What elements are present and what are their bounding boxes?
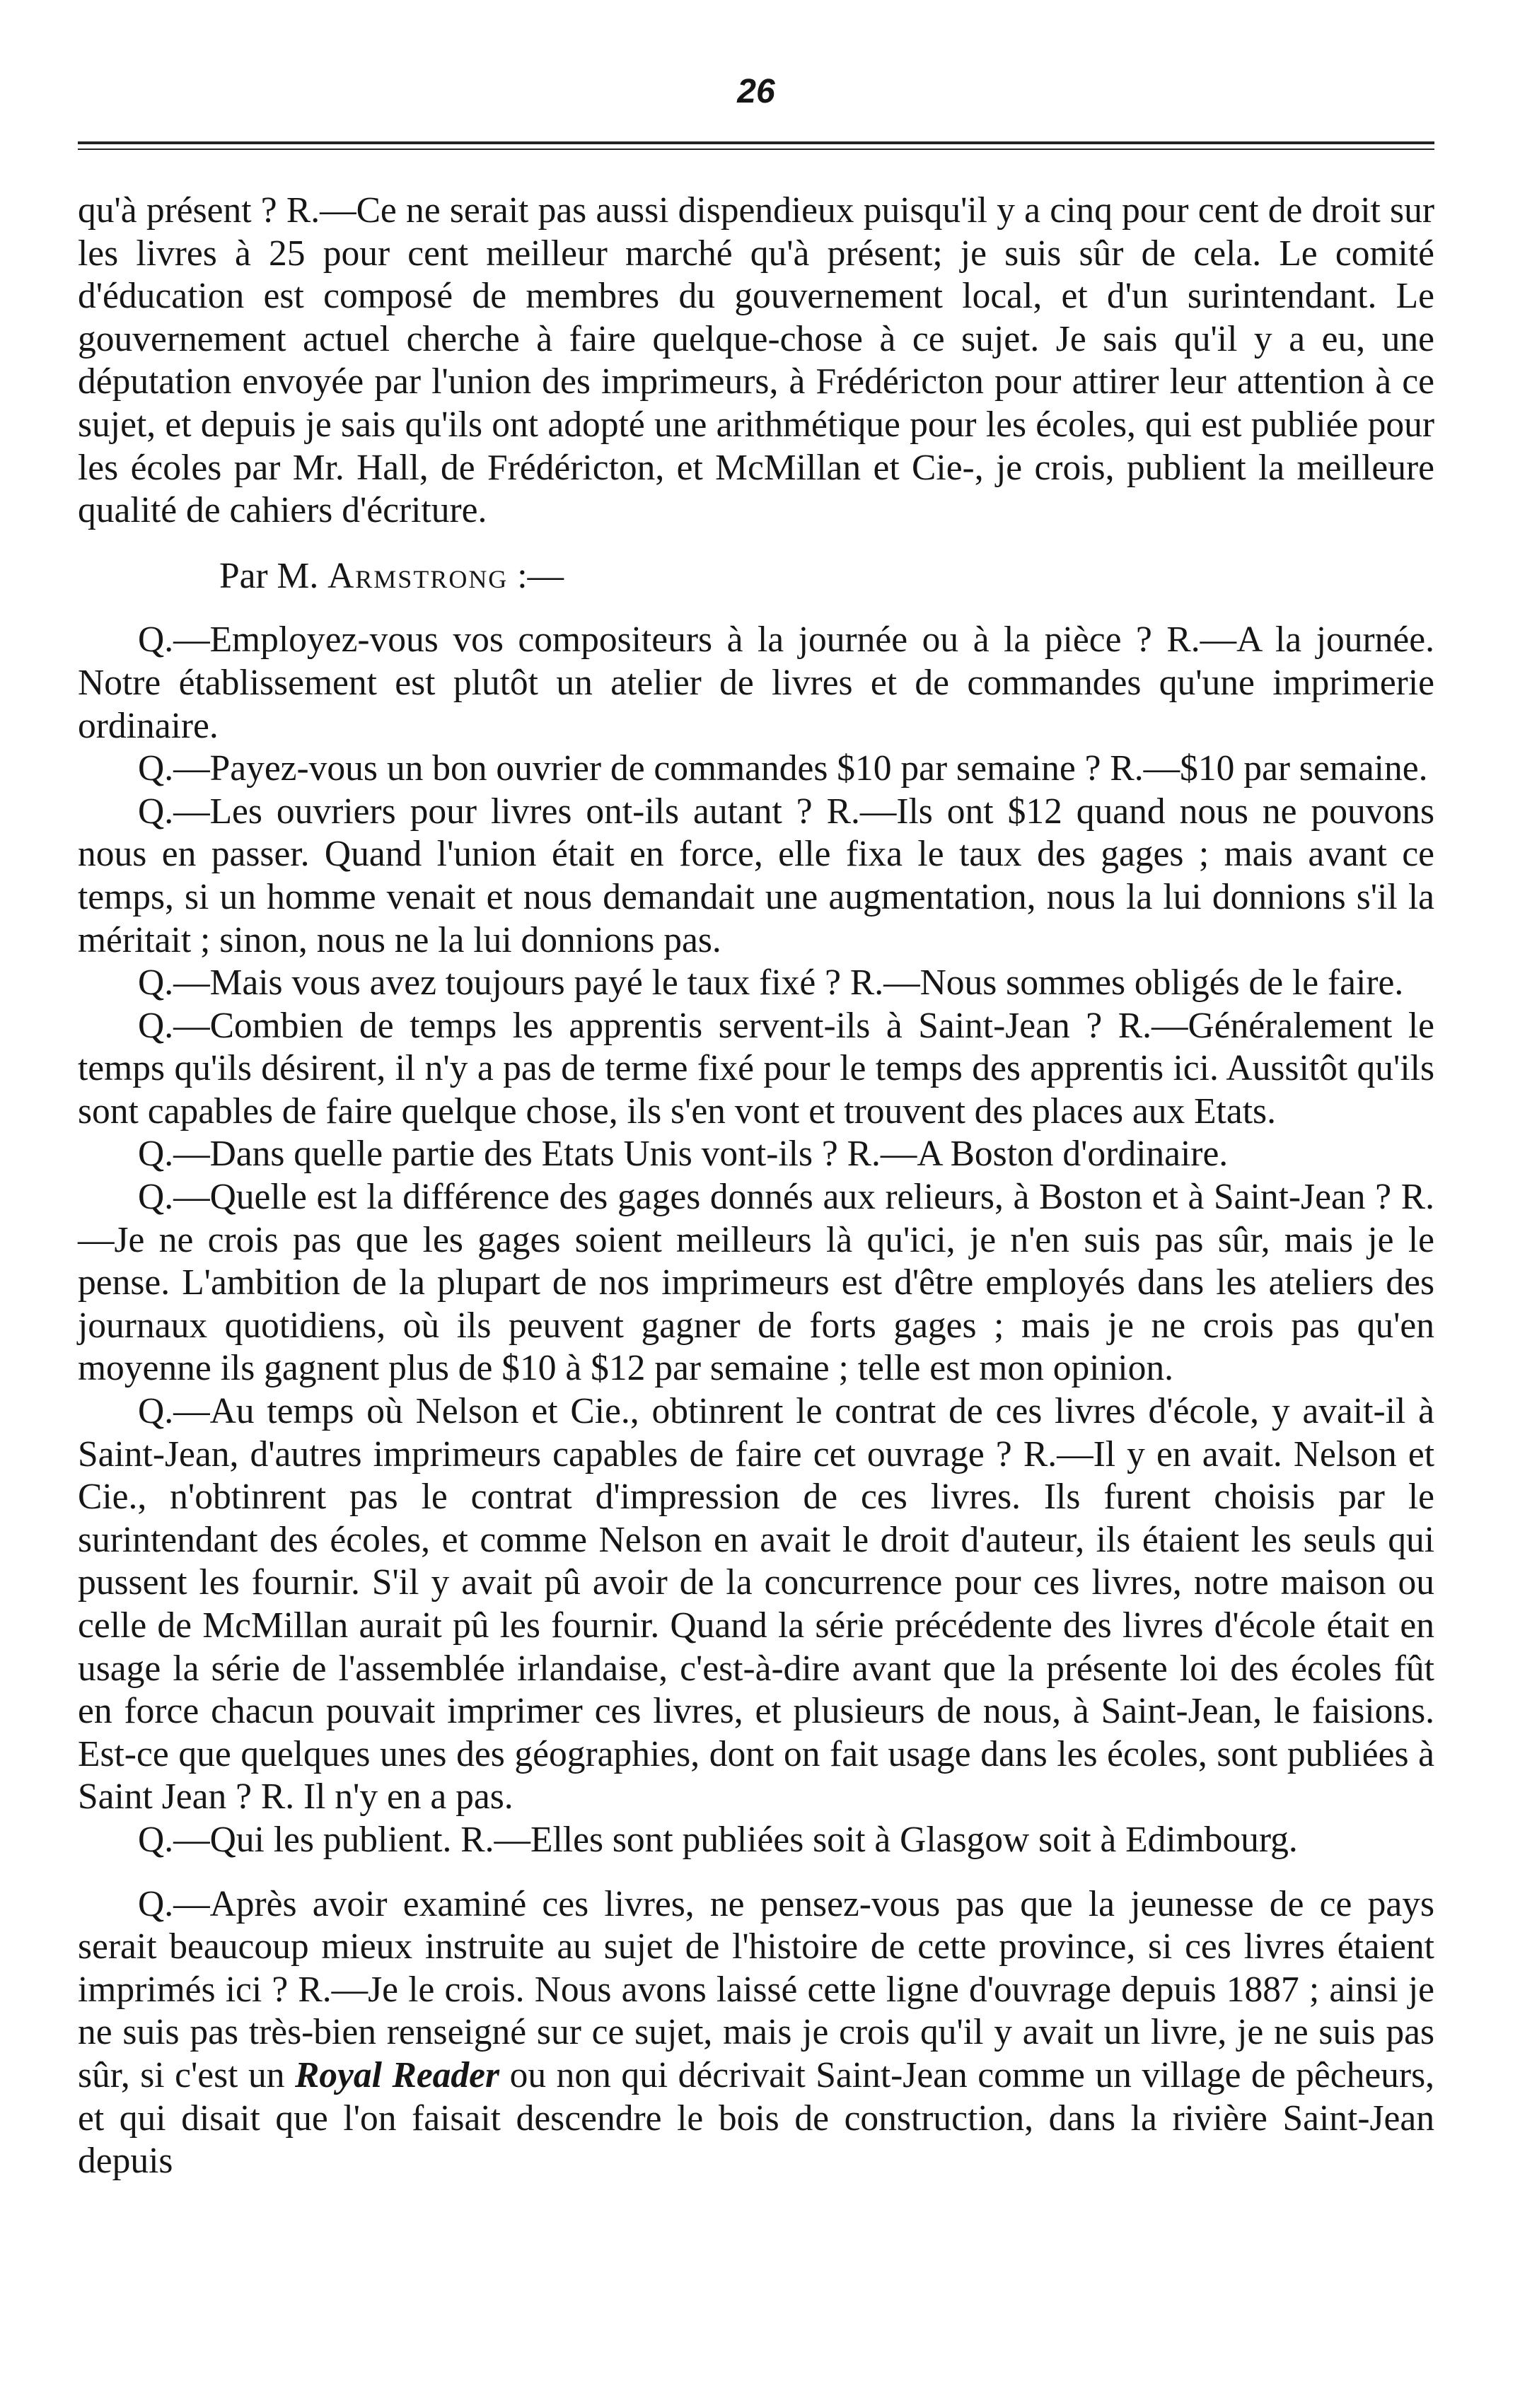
speaker-suffix: :— — [508, 555, 564, 596]
speaker-prefix: Par M. — [219, 555, 319, 596]
book-title: Royal Reader — [294, 2054, 500, 2095]
header-rule-thin — [78, 149, 1434, 150]
paragraph: Q.—Payez-vous un bon ouvrier de commandes $10 par semaine ? R.—$10 par semaine. — [138, 748, 1428, 789]
paragraph: Q.—Employez-vous vos compositeurs à la journée ou à la pièce ? R.—A la journée. Notre établissement est plutôt un atelier de livres et de commandes qu'une imprimerie ordinaire. — [78, 620, 1434, 746]
paragraph: Q.—Les ouvriers pour livres ont-ils autant ? R.—Ils ont $12 quand nous ne pouvons nous en passer. Quand l'union était en force, elle fixa le taux des gages ; mais avant ce temps, si un homme venait et nous demandait une augmentation, nous la lui donnions s'il la méritait ; sinon, nous ne la lui donnions pas. — [78, 791, 1434, 960]
paragraph: Q.—Combien de temps les apprentis servent-ils à Saint-Jean ? R.—Généralement le temps qu'ils désirent, il n'y a pas de terme fixé pour le temps des apprentis ici. Aussitôt qu'ils sont capables de faire quelque chose, ils s'en vont et trouvent des places aux Etats. — [78, 1005, 1434, 1132]
body-text — [78, 190, 1434, 2183]
speaker-name: Armstrong — [327, 555, 509, 596]
page-number: 26 — [737, 73, 775, 110]
speaker-heading — [78, 555, 1434, 598]
paragraph: qu'à présent ? R.—Ce ne serait pas aussi dispendieux puisqu'il y a cinq pour cent de droit sur les livres à 25 pour cent meilleur marché qu'à présent; je suis sûr de cela. Le comité d'éducation est composé de membres du gouvernement local, et d'un surintendant. Le gouvernement actuel cherche à faire quelque-chose à ce sujet. Je sais qu'il y a eu, une députation envoyée par l'union des imprimeurs, à Frédéricton pour attirer leur attention à ce sujet, et depuis je sais qu'ils ont adopté une arithmétique pour les écoles, qui est publiée pour les écoles par Mr. Hall, de Frédéricton, et McMillan et Cie-, je crois, publient la meilleure qualité de cahiers d'écriture. — [78, 190, 1434, 531]
paragraph: Q.—Au temps où Nelson et Cie., obtinrent le contrat de ces livres d'école, y avait-il à Saint-Jean, d'autres imprimeurs capables de faire cet ouvrage ? R.—Il y en avait. Nelson et Cie., n'obtinrent pas le contrat d'impression de ces livres. Ils furent choisis par le surintendant des écoles, et comme Nelson en avait le droit d'auteur, ils étaient les seuls qui pussent les fournir. S'il y avait pû avoir de la concurrence pour ces livres, notre maison ou celle de McMillan aurait pû les fournir. Quand la série précédente des livres d'école était en usage la série de l'assemblée irlandaise, c'est-à-dire avant que la présente loi des écoles fût en force chacun pouvait imprimer ces livres, et plusieurs de nous, à Saint-Jean, le faisions. Est-ce que quelques unes des géographies, dont on fait usage dans les écoles, sont publiées à Saint Jean ? R. Il n'y en a pas. — [78, 1391, 1434, 1817]
paragraph-text-after-title: ou non qui décrivait Saint-Jean comme un village de pêcheurs, et qui disait que l'on faisait descendre le bois de construction, dans la rivière Saint-Jean depuis — [78, 2054, 1435, 2182]
paragraph: Q.—Qui les publient. R.—Elles sont publiées soit à Glasgow soit à Edimbourg. — [138, 1819, 1298, 1860]
paragraph: Q.—Mais vous avez toujours payé le taux fixé ? R.—Nous sommes obligés de le faire. — [138, 962, 1404, 1004]
paragraph-text-before-title: Q.—Après avoir examiné ces livres, ne pensez-vous pas que la jeunesse de ce pays serait beaucoup mieux instruite au sujet de l'histoire de cette province, si ces livres étaient imprimés ici ? R.—Je le crois. Nous avons laissé cette ligne d'ouvrage depuis 1887 ; ainsi je ne suis pas très-bien renseigné sur ce sujet, mais je crois qu'il y avait un livre, je ne suis pas sûr, si c'est un — [78, 1883, 1434, 2095]
document-page — [78, 71, 1434, 2390]
paragraph-last — [78, 1883, 1434, 2183]
header-rule-thick — [78, 141, 1434, 144]
paragraph: Q.—Quelle est la différence des gages donnés aux relieurs, à Boston et à Saint-Jean ? R.—Je ne crois pas que les gages soient meilleurs là qu'ici, je n'en suis pas sûr, mais je le pense. L'ambition de la plupart de nos imprimeurs est d'être employés dans les ateliers des journaux quotidiens, où ils peuvent gagner de forts gages ; mais je ne crois pas qu'en moyenne ils gagnent plus de $10 à $12 par semaine ; telle est mon opinion. — [78, 1177, 1434, 1389]
paragraph: Q.—Dans quelle partie des Etats Unis vont-ils ? R.—A Boston d'ordinaire. — [138, 1134, 1229, 1175]
